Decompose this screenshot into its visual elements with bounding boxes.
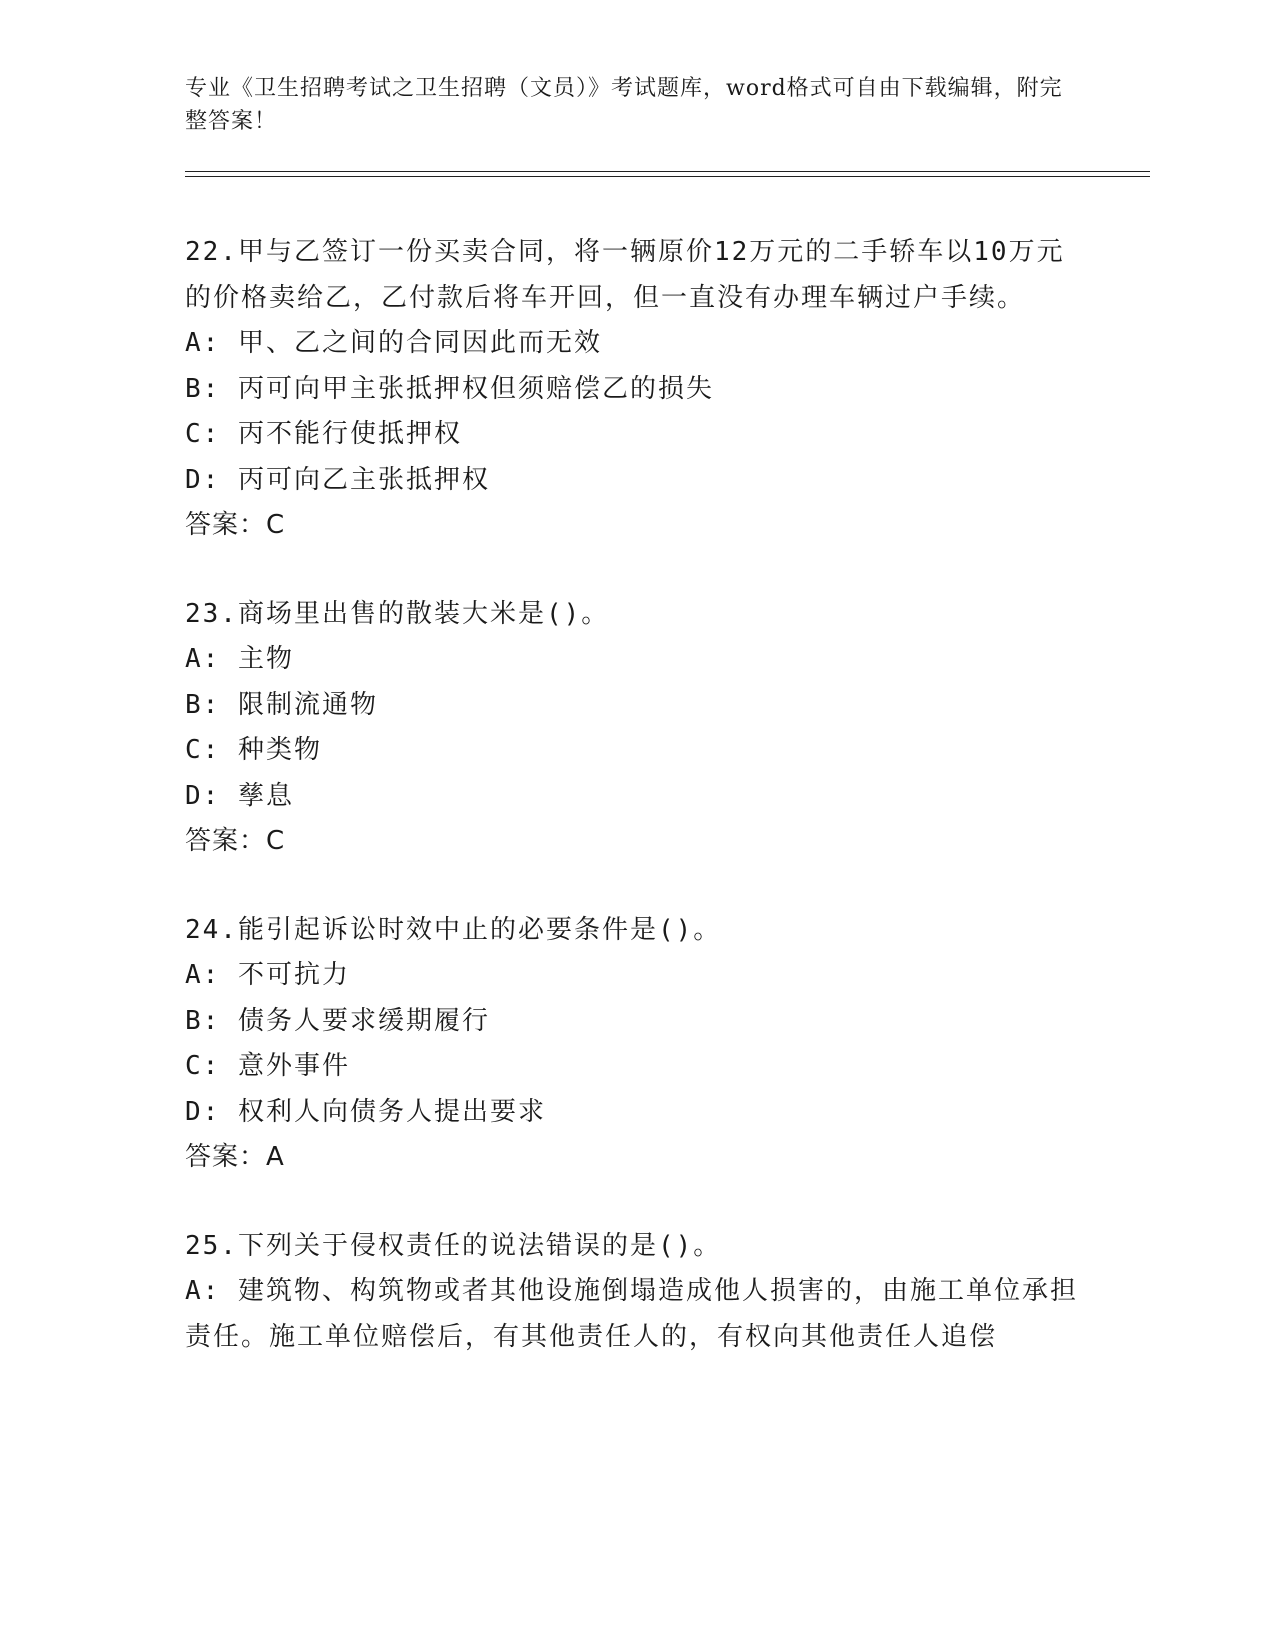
question-24: [185, 908, 1085, 1181]
answer-line: [185, 503, 1085, 549]
option-a: A: 主物: [185, 644, 294, 674]
answer-label: 答案：: [185, 1142, 267, 1172]
answer-value: A: [266, 1142, 285, 1172]
header-rule-bottom: [185, 176, 1150, 177]
option-d: D: 孳息: [185, 780, 294, 811]
question-text: 23.商场里出售的散装大米是()。: [185, 598, 610, 629]
question-text: 25.下列关于侵权责任的说法错误的是()。: [185, 1230, 722, 1261]
option-b: B: 债务人要求缓期履行: [185, 1005, 490, 1036]
question-text: 22.甲与乙签订一份买卖合同，将一辆原价12万元的二手轿车以10万元的价格卖给乙，乙付款后将车开回，但一直没有办理车辆过户手续。: [185, 237, 1065, 313]
answer-line: [185, 1135, 1085, 1181]
answer-line: [185, 819, 1085, 865]
question-25: [185, 1224, 1085, 1361]
question-22: [185, 230, 1085, 549]
option-c: C: 种类物: [185, 735, 322, 765]
option-a: A: 甲、乙之间的合同因此而无效: [185, 328, 602, 358]
option-c: C: 丙不能行使抵押权: [185, 419, 462, 449]
question-list: [185, 230, 1085, 1403]
question-text: 24.能引起诉讼时效中止的必要条件是()。: [185, 914, 722, 945]
option-a: A: 建筑物、构筑物或者其他设施倒塌造成他人损害的，由施工单位承担责任。施工单位赔偿后，有其他责任人的，有权向其他责任人追偿: [185, 1276, 1078, 1352]
option-d: D: 权利人向债务人提出要求: [185, 1096, 546, 1127]
option-d: D: 丙可向乙主张抵押权: [185, 464, 490, 495]
header-rule-top: [185, 171, 1150, 172]
option-b: B: 丙可向甲主张抵押权但须赔偿乙的损失: [185, 373, 714, 404]
question-23: [185, 592, 1085, 865]
answer-label: 答案：: [185, 826, 267, 856]
answer-label: 答案：: [185, 510, 267, 540]
answer-value: C: [266, 826, 286, 856]
option-b: B: 限制流通物: [185, 689, 378, 720]
answer-value: C: [266, 510, 286, 540]
document-intro: 专业《卫生招聘考试之卫生招聘（文员）》考试题库，word格式可自由下载编辑，附完整答案！: [185, 76, 1063, 134]
option-c: C: 意外事件: [185, 1051, 350, 1081]
option-a: A: 不可抗力: [185, 960, 350, 990]
